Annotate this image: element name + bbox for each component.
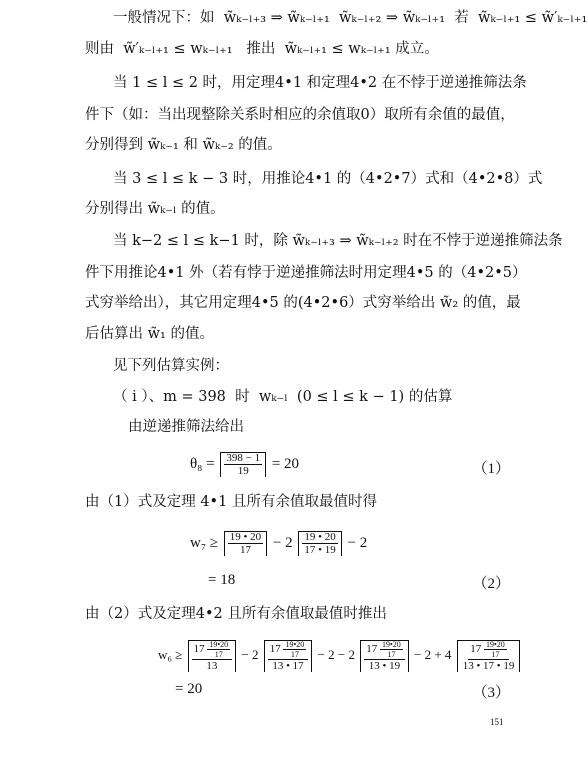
eq2-f2-denominator: 17 • 19 xyxy=(304,544,336,556)
eq2-fraction-1 xyxy=(228,531,263,556)
eq3-b-inner-den: 17 xyxy=(290,650,299,659)
text-p1: 一般情况下：如 w̃ₖ₋ₗ₊₃ ⇒ w̃ₖ₋ₗ₊₁ w̃ₖ₋ₗ₊₂ ⇒ w̃ₖ₋ₗ₊₁ 若 w̃ₖ₋ₗ₊₁ ≤ w̃′ₖ₋ₗ₊₁ xyxy=(113,10,588,26)
eq3-d-inner xyxy=(484,640,507,659)
text-p6: 当 3 ≤ l ≤ k − 3 时，用推论4•1 的（4•2•7）式和（4•2•8）式 xyxy=(113,171,543,187)
eq3-bracket-a xyxy=(188,640,237,672)
equation-3 xyxy=(158,640,522,672)
equation-2-result: = 18 xyxy=(208,572,236,588)
eq3-m3: − 2 + 4 xyxy=(414,646,452,662)
eq3-c-inner xyxy=(380,640,403,659)
eq3-a-denominator: 13 xyxy=(206,660,218,672)
eq2-fraction-2 xyxy=(302,531,337,556)
eq3-b-inner xyxy=(283,640,306,659)
eq3-m1: − 2 xyxy=(241,646,259,662)
eq3-a-inner-den: 17 xyxy=(214,650,223,659)
eq3-b-inner-num: 19•20 xyxy=(285,640,305,649)
text-p14: 由逆递推筛法给出 xyxy=(128,419,244,435)
text-p11: 后估算出 w̃₁ 的值。 xyxy=(85,326,214,342)
equation-2 xyxy=(190,531,367,556)
eq2-f1-denominator: 17 xyxy=(239,544,251,556)
text-p15: 由（1）式及定理 4•1 且所有余值取最值时得 xyxy=(85,494,377,510)
eq2-f2-numerator: 19 • 20 xyxy=(304,531,336,543)
eq1-bracket xyxy=(220,452,266,477)
eq3-fraction-a xyxy=(192,640,233,672)
eq1-denominator: 19 xyxy=(237,465,249,477)
eq2-tail: − 2 xyxy=(347,534,368,551)
text-p13: （ i ）、m = 398 时 wₖ₋ₗ (0 ≤ l ≤ k − 1) 的估算 xyxy=(113,389,453,405)
eq3-c-numerator xyxy=(364,640,405,660)
text-p12: 见下列估算实例： xyxy=(113,358,229,374)
equation-2-label: （2） xyxy=(472,576,510,592)
text-p3: 当 1 ≤ l ≤ 2 时，用定理4•1 和定理4•2 在不悖于逆递推筛法条 xyxy=(113,75,527,91)
eq3-m2: − 2 − 2 xyxy=(317,646,355,662)
eq3-fraction-b xyxy=(268,640,309,672)
eq3-b-outer: 17 xyxy=(269,643,281,656)
eq3-fraction-d xyxy=(461,640,517,672)
equation-3-result: = 20 xyxy=(175,681,203,697)
eq3-a-inner-num: 19•20 xyxy=(209,640,229,649)
eq2-lhs: w₇ ≥ xyxy=(190,534,219,551)
eq3-a-numerator xyxy=(192,640,233,660)
text-p8: 当 k−2 ≤ l ≤ k−1 时，除 w̃ₖ₋ₗ₊₃ ⇒ w̃ₖ₋ₗ₊₂ 时在不悖于逆递推筛法条 xyxy=(113,233,563,249)
eq3-d-numerator xyxy=(468,640,509,660)
text-p10: 式穷举给出），其它用定理4•5 的(4•2•6）式穷举给出 w̃₂ 的值，最 xyxy=(85,295,521,311)
equation-3-label: （3） xyxy=(472,685,510,701)
text-p7: 分别得出 w̃ₖ₋ₗ 的值。 xyxy=(85,201,225,217)
eq3-d-denominator: 13 • 17 • 19 xyxy=(462,660,515,672)
eq1-fraction xyxy=(224,452,262,477)
text-p2: 则由 w̃′ₖ₋ₗ₊₁ ≤ wₖ₋ₗ₊₁ 推出 w̃ₖ₋ₗ₊₁ ≤ wₖ₋ₗ₊₁ 成立。 xyxy=(85,41,439,57)
text-p9: 件下用推论4•1 外（若有悖于逆递推筛法时用定理4•5 的（4•2•5） xyxy=(85,265,527,281)
eq2-bracket-1 xyxy=(224,531,267,556)
eq3-a-outer: 17 xyxy=(193,643,205,656)
eq2-f1-numerator: 19 • 20 xyxy=(229,531,262,543)
eq1-numerator: 398 − 1 xyxy=(226,452,261,464)
eq3-c-denominator: 13 • 19 xyxy=(368,660,401,672)
eq3-d-outer: 17 xyxy=(470,643,482,656)
eq2-bracket-2 xyxy=(298,531,341,556)
page-number: 151 xyxy=(490,717,504,727)
eq3-d-inner-den: 17 xyxy=(491,650,500,659)
eq3-bracket-b xyxy=(264,640,313,672)
text-p16: 由（2）式及定理4•2 且所有余值取最值时推出 xyxy=(85,606,387,622)
eq2-mid: − 2 xyxy=(272,534,293,551)
eq3-c-inner-den: 17 xyxy=(387,650,396,659)
eq3-a-inner xyxy=(207,640,230,659)
eq3-b-numerator xyxy=(268,640,309,660)
text-p4: 件下（如：当出现整除关系时相应的余值取0）取所有余值的最值， xyxy=(85,107,515,123)
eq1-lhs: θ₈ = xyxy=(190,455,215,472)
eq3-lhs: w₆ ≥ xyxy=(158,646,183,662)
eq3-c-inner-num: 19•20 xyxy=(381,640,401,649)
equation-1-label: （1） xyxy=(472,461,510,477)
eq3-fraction-c xyxy=(364,640,405,672)
eq3-c-outer: 17 xyxy=(366,643,378,656)
eq3-b-denominator: 13 • 17 xyxy=(272,660,304,672)
equation-1 xyxy=(190,452,299,477)
eq3-bracket-c xyxy=(360,640,409,672)
eq3-bracket-d xyxy=(457,640,521,672)
eq1-rhs: = 20 xyxy=(271,455,300,472)
text-p5: 分别得到 w̃ₖ₋₁ 和 w̃ₖ₋₂ 的值。 xyxy=(85,137,282,153)
eq3-d-inner-num: 19•20 xyxy=(486,640,505,649)
